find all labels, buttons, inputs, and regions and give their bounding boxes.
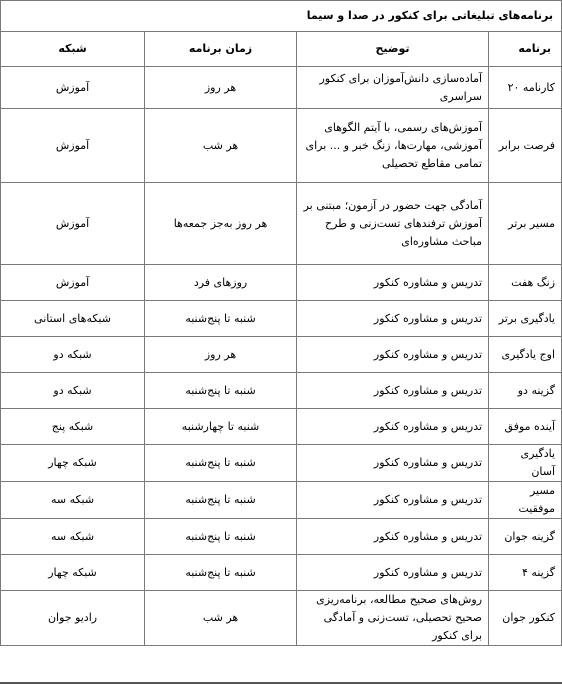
time-cell: شنبه تا پنج‌شنبه — [145, 519, 297, 555]
description-cell: روش‌های صحیح مطالعه، برنامه‌ریزی صحیح تحصیلی، تست‌زنی و آمادگی برای کنکور — [297, 591, 489, 646]
header-time: زمان برنامه — [145, 32, 297, 67]
description-cell: تدریس و مشاوره کنکور — [297, 555, 489, 591]
table-row — [1, 591, 562, 646]
network-cell: شبکه‌های استانی — [1, 301, 145, 337]
description-cell: تدریس و مشاوره کنکور — [297, 373, 489, 409]
table-row — [1, 337, 562, 373]
time-cell: شنبه تا چهارشنبه — [145, 409, 297, 445]
program-cell: گزینه جوان — [489, 519, 562, 555]
table-row — [1, 482, 562, 519]
table-row — [1, 67, 562, 109]
time-cell: شنبه تا پنج‌شنبه — [145, 445, 297, 482]
header-row — [1, 32, 562, 67]
header-network: شبکه — [1, 32, 145, 67]
time-cell: هر روز به‌جز جمعه‌ها — [145, 183, 297, 265]
program-cell: فرصت برابر — [489, 109, 562, 183]
time-cell: شنبه تا پنج‌شنبه — [145, 301, 297, 337]
table-row — [1, 373, 562, 409]
title-row — [1, 1, 562, 32]
description-cell: تدریس و مشاوره کنکور — [297, 519, 489, 555]
description-cell: آموزش‌های رسمی، با آیتم الگوهای آموزشی، مهارت‌ها، زنگ خبر و ... برای تمامی مقاطع تحصیلی — [297, 109, 489, 183]
description-cell: تدریس و مشاوره کنکور — [297, 482, 489, 519]
time-cell: شنبه تا پنج‌شنبه — [145, 373, 297, 409]
description-cell: تدریس و مشاوره کنکور — [297, 337, 489, 373]
time-cell: هر روز — [145, 67, 297, 109]
network-cell: آموزش — [1, 109, 145, 183]
time-cell: هر شب — [145, 109, 297, 183]
table-title: برنامه‌های تبلیغاتی برای کنکور در صدا و سیما — [1, 1, 562, 32]
header-program: برنامه — [489, 32, 562, 67]
table-row — [1, 301, 562, 337]
network-cell: رادیو جوان — [1, 591, 145, 646]
network-cell: شبکه چهار — [1, 445, 145, 482]
table-row — [1, 555, 562, 591]
network-cell: آموزش — [1, 183, 145, 265]
table-row — [1, 519, 562, 555]
description-cell: تدریس و مشاوره کنکور — [297, 265, 489, 301]
program-cell: مسیر برتر — [489, 183, 562, 265]
program-cell: زنگ هفت — [489, 265, 562, 301]
network-cell: شبکه سه — [1, 482, 145, 519]
program-cell: مسیر موفقیت — [489, 482, 562, 519]
program-cell: گزینه ۴ — [489, 555, 562, 591]
description-cell: تدریس و مشاوره کنکور — [297, 409, 489, 445]
time-cell: شنبه تا پنج‌شنبه — [145, 482, 297, 519]
program-cell: یادگیری آسان — [489, 445, 562, 482]
network-cell: شبکه چهار — [1, 555, 145, 591]
description-cell: آماده‌سازی دانش‌آموزان برای کنکور سراسری — [297, 67, 489, 109]
table-row — [1, 109, 562, 183]
time-cell: هر شب — [145, 591, 297, 646]
network-cell: شبکه سه — [1, 519, 145, 555]
program-cell: یادگیری برتر — [489, 301, 562, 337]
table-body — [1, 67, 562, 646]
table-row — [1, 409, 562, 445]
description-cell: تدریس و مشاوره کنکور — [297, 445, 489, 482]
program-cell: اوج یادگیری — [489, 337, 562, 373]
description-cell: آمادگی جهت حضور در آزمون؛ مبتنی بر آموزش ترفندهای تست‌زنی و طرح مباحث مشاوره‌ای — [297, 183, 489, 265]
time-cell: هر روز — [145, 337, 297, 373]
network-cell: آموزش — [1, 265, 145, 301]
program-cell: آینده موفق — [489, 409, 562, 445]
network-cell: آموزش — [1, 67, 145, 109]
program-cell: کارنامه ۲۰ — [489, 67, 562, 109]
network-cell: شبکه دو — [1, 337, 145, 373]
time-cell: روزهای فرد — [145, 265, 297, 301]
network-cell: شبکه دو — [1, 373, 145, 409]
table-row — [1, 445, 562, 482]
program-cell: گزینه دو — [489, 373, 562, 409]
bottom-divider — [0, 682, 562, 684]
table-row — [1, 183, 562, 265]
time-cell: شنبه تا پنج‌شنبه — [145, 555, 297, 591]
program-cell: کنکور جوان — [489, 591, 562, 646]
description-cell: تدریس و مشاوره کنکور — [297, 301, 489, 337]
table-row — [1, 265, 562, 301]
header-description: توضیح — [297, 32, 489, 67]
network-cell: شبکه پنج — [1, 409, 145, 445]
